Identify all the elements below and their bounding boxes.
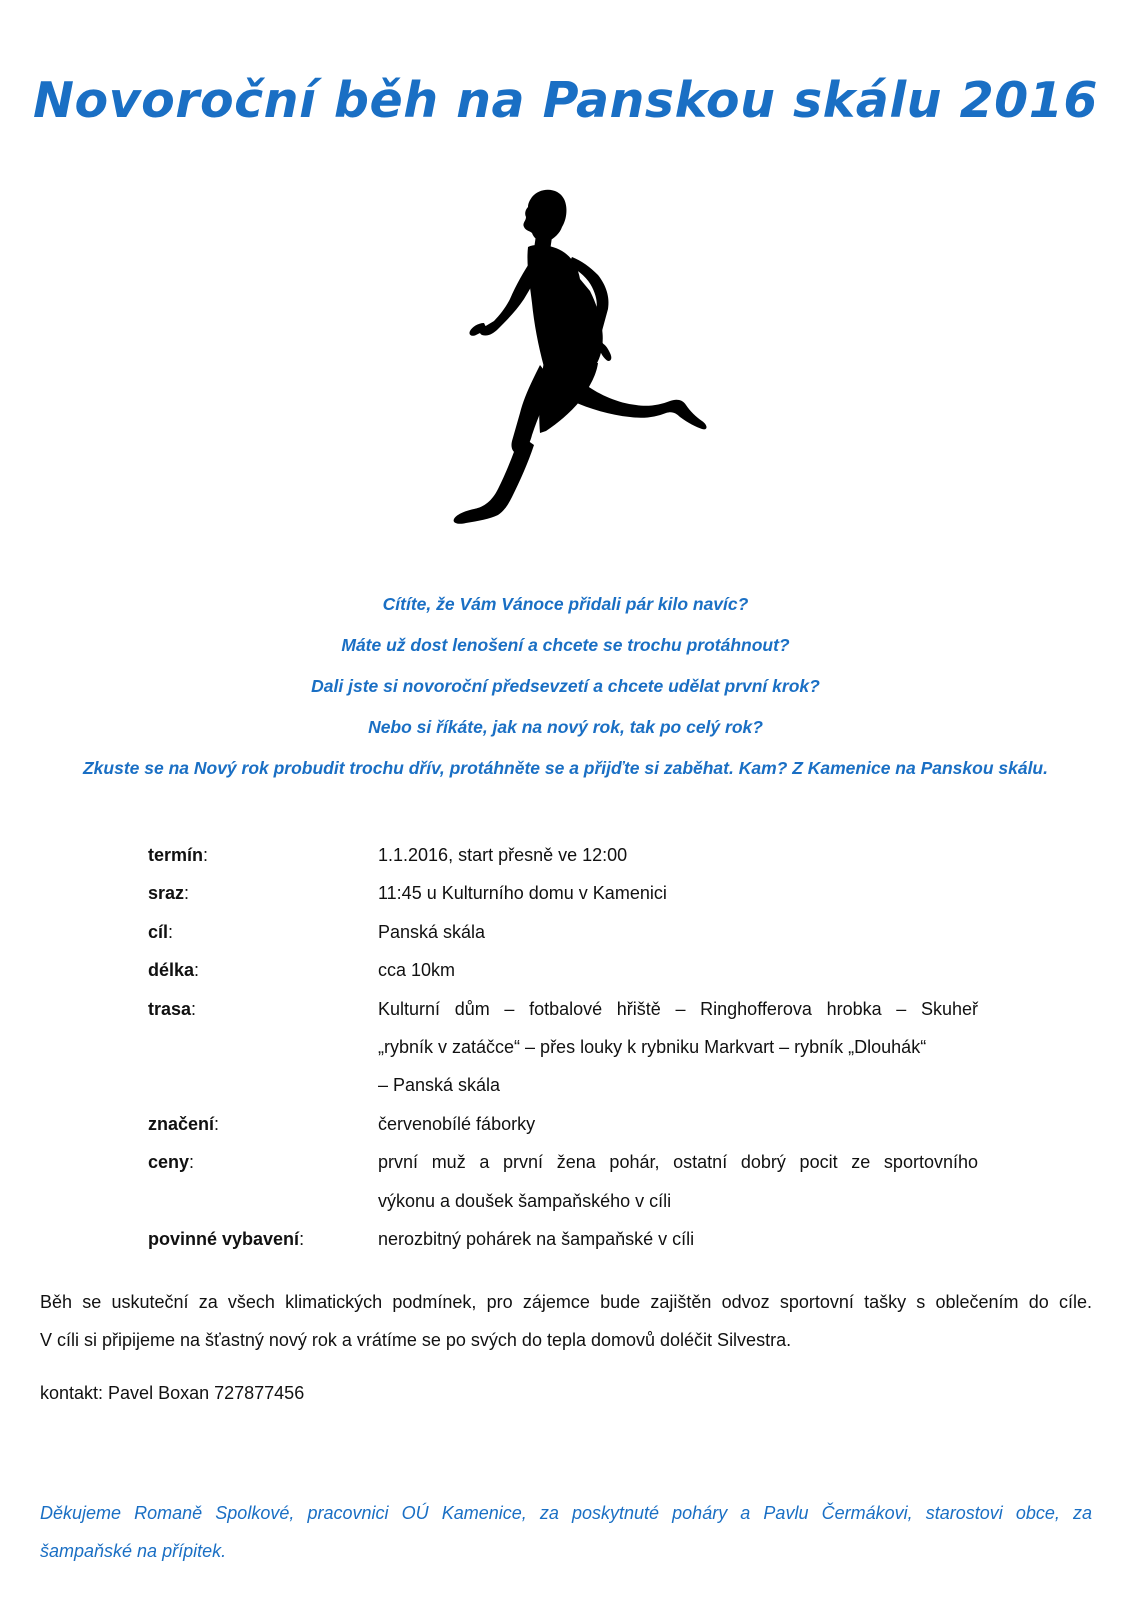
page-title: Novoroční běh na Panskou skálu 2016 <box>33 72 1098 129</box>
route-line: – Panská skála <box>378 1075 501 1096</box>
detail-colon: : <box>168 921 174 942</box>
detail-value: Panská skála <box>378 921 486 942</box>
detail-label: ceny <box>148 1152 190 1173</box>
detail-row-vybaveni <box>148 1220 978 1258</box>
route-line: „rybník v zatáčce“ – přes louky k rybniku Markvart – rybník „Dlouhák“ <box>378 1037 927 1058</box>
route-line: Kulturní dům – fotbalové hřiště – Ringhofferova hrobka – Skuheř <box>378 998 978 1019</box>
detail-colon: : <box>184 883 190 904</box>
prize-line: první muž a první žena pohár, ostatní dobrý pocit ze sportovního <box>378 1152 978 1173</box>
detail-value <box>378 1143 978 1220</box>
detail-row-trasa <box>148 990 978 1105</box>
detail-value: nerozbitný pohárek na šampaňské v cíli <box>378 1229 695 1250</box>
intro-line: Cítíte, že Vám Vánoce přidali pár kilo navíc? <box>382 594 749 614</box>
detail-value: 1.1.2016, start přesně ve 12:00 <box>378 845 628 865</box>
detail-colon: : <box>194 960 200 981</box>
detail-row-cil <box>148 913 978 951</box>
detail-colon: : <box>203 845 209 865</box>
detail-value: červenobílé fáborky <box>378 1113 536 1134</box>
detail-row-sraz <box>148 874 978 912</box>
thanks-line: šampaňské na přípitek. <box>40 1541 227 1561</box>
event-details <box>148 836 978 1258</box>
prize-line: výkonu a doušek šampaňského v cíli <box>378 1190 672 1211</box>
detail-colon: : <box>299 1229 305 1250</box>
contact-line: kontakt: Pavel Boxan 727877456 <box>40 1383 305 1403</box>
intro-line: Zkuste se na Nový rok probudit trochu dřív, protáhněte se a přijďte si zaběhat. Kam? Z Kamenice na Panskou skálu. <box>82 758 1048 778</box>
intro-line: Nebo si říkáte, jak na nový rok, tak po celý rok? <box>368 717 763 737</box>
intro-text <box>0 584 1131 789</box>
intro-line: Máte už dost lenošení a chcete se trochu protáhnout? <box>341 635 790 655</box>
detail-colon: : <box>189 1152 195 1173</box>
detail-label: trasa <box>148 998 192 1019</box>
thanks-line: Děkujeme Romaně Spolkové, pracovnici OÚ Kamenice, za poskytnuté poháry a Pavlu Čermákovi, starostovi obce, za <box>40 1503 1092 1523</box>
detail-label: délka <box>148 960 195 981</box>
detail-colon: : <box>214 1113 220 1134</box>
info-paragraph <box>40 1283 1092 1359</box>
intro-line: Dali jste si novoroční předsevzetí a chcete udělat první krok? <box>311 676 820 696</box>
detail-row-ceny <box>148 1143 978 1220</box>
contact <box>40 1374 1092 1412</box>
detail-label: sraz <box>148 883 185 904</box>
detail-row-termin <box>148 836 978 874</box>
detail-label: cíl <box>148 921 169 942</box>
detail-row-znaceni <box>148 1105 978 1143</box>
detail-value: 11:45 u Kulturního domu v Kamenici <box>378 883 667 904</box>
detail-row-delka <box>148 951 978 989</box>
info-line: V cíli si připijeme na šťastný nový rok a vrátíme se po svých do tepla domovů doléčit Silvestra. <box>40 1330 792 1350</box>
detail-colon: : <box>191 998 197 1019</box>
detail-label: značení <box>148 1113 215 1134</box>
detail-label: termín <box>148 845 204 865</box>
acknowledgement <box>40 1494 1092 1570</box>
running-man-icon <box>440 185 730 540</box>
detail-value <box>378 990 978 1105</box>
info-line: Běh se uskuteční za všech klimatických podmínek, pro zájemce bude zajištěn odvoz sportovní tašky s oblečením do cíle. <box>40 1292 1092 1312</box>
detail-label: povinné vybavení <box>148 1229 300 1250</box>
detail-value: cca 10km <box>378 960 456 981</box>
